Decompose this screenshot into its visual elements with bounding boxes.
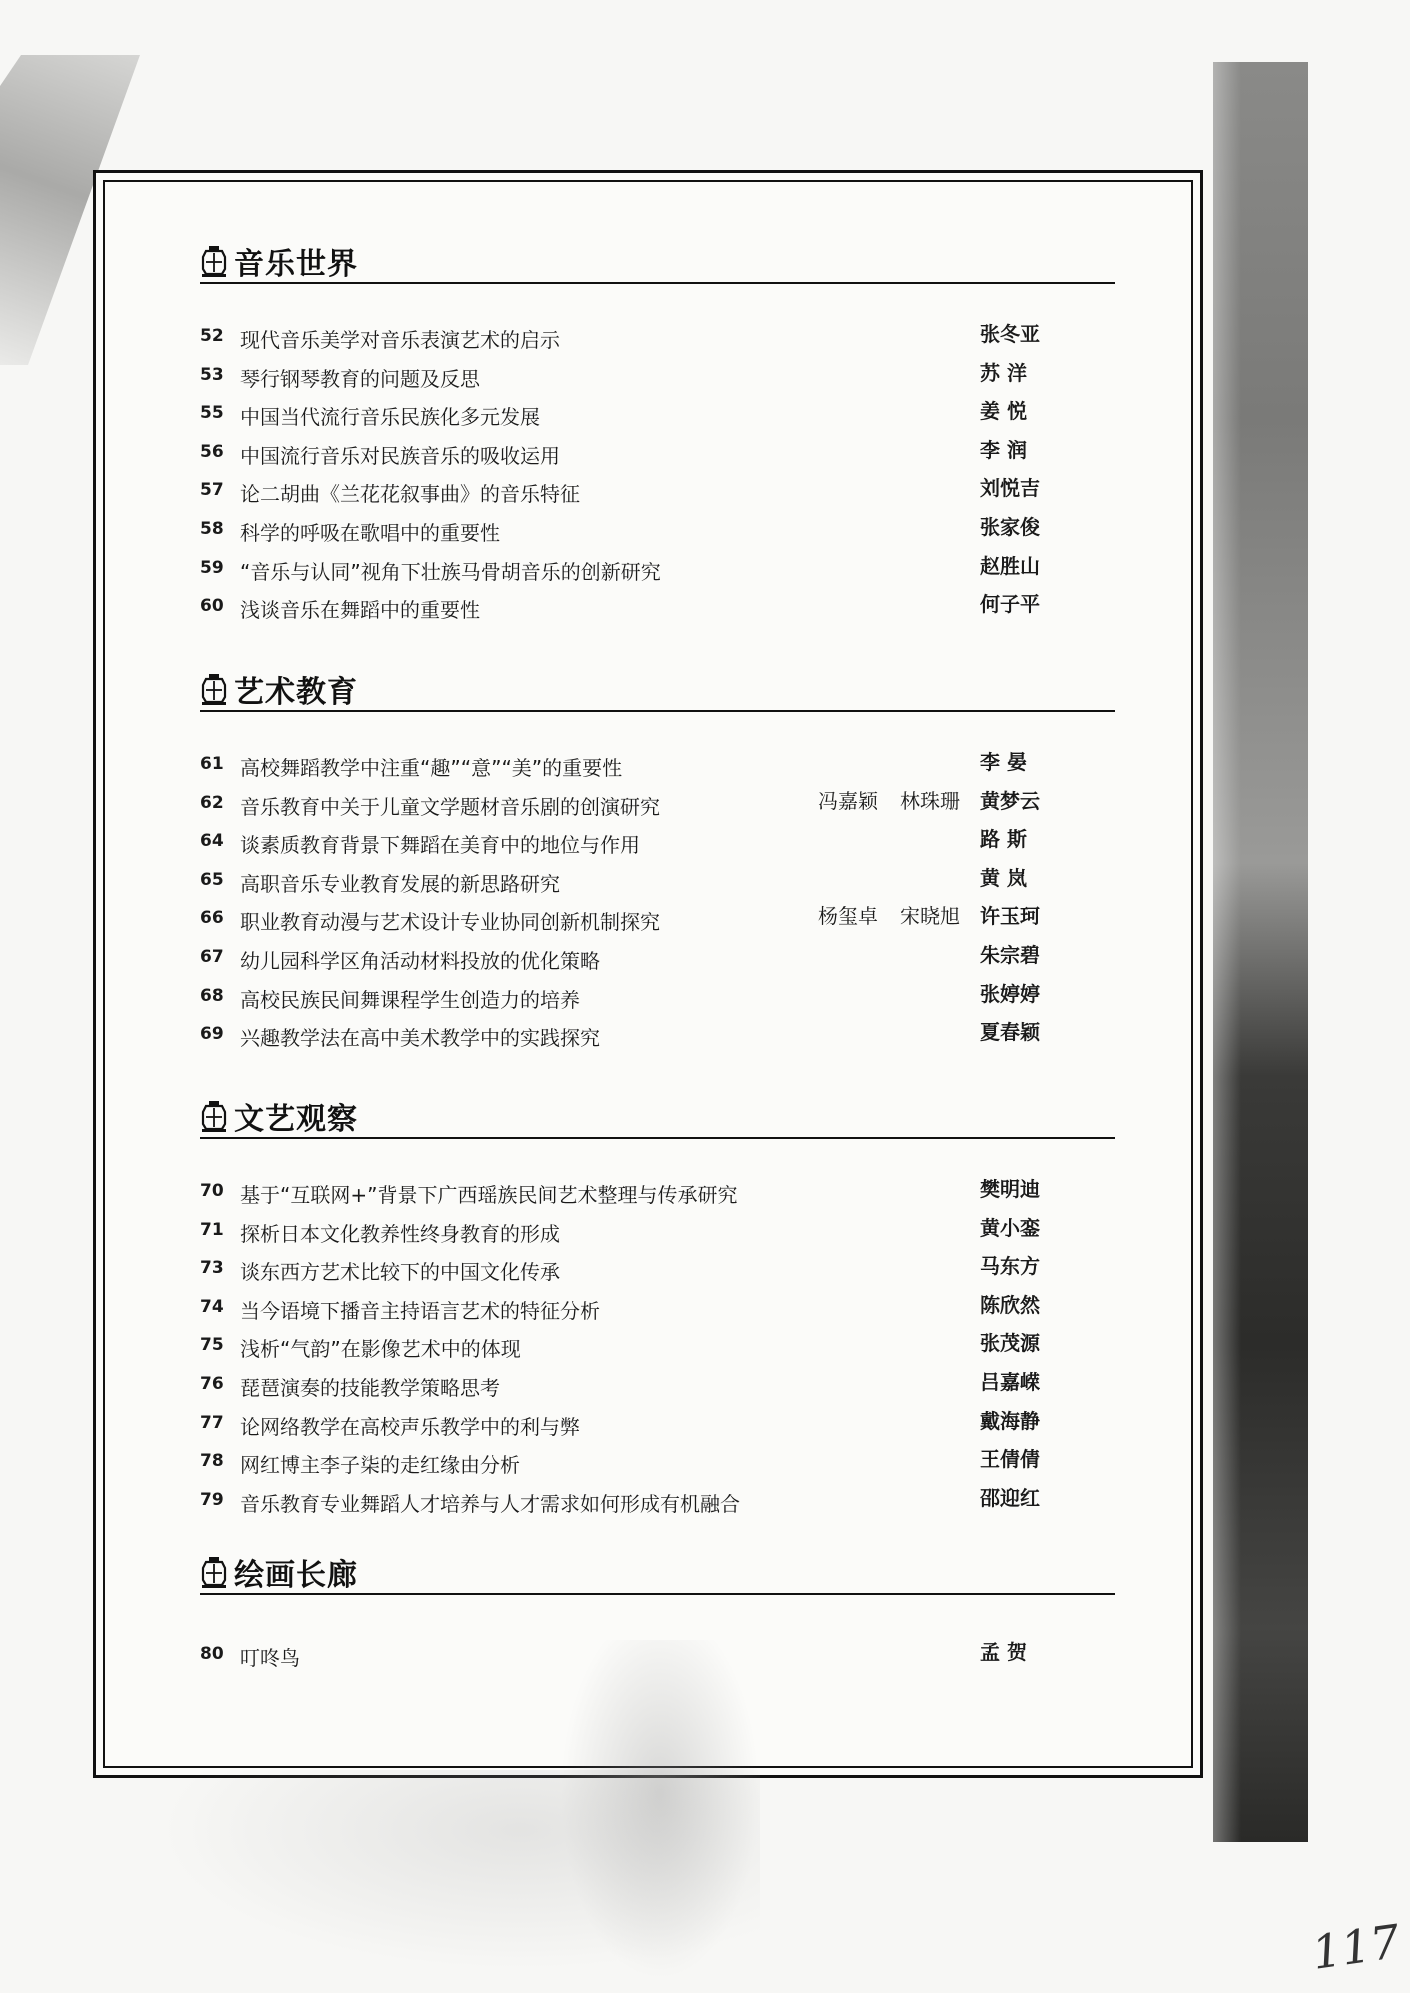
toc-entry[interactable]: [200, 550, 1115, 589]
book-spine-shadow: [1213, 62, 1308, 1842]
toc-entry[interactable]: [200, 511, 1115, 550]
entry-page-number: 60: [200, 596, 224, 617]
lantern-icon: [200, 1556, 228, 1588]
entry-title: 高校舞蹈教学中注重“趣”“意”“美”的重要性: [240, 756, 623, 780]
entry-title: 论二胡曲《兰花花叙事曲》的音乐特征: [240, 482, 580, 507]
entry-author: 夏春颖: [980, 1020, 1040, 1045]
section-rule: [200, 1137, 1115, 1139]
section-rule: [200, 1593, 1115, 1595]
entry-author: 许玉珂: [980, 904, 1040, 929]
entry-page-number: 57: [200, 480, 224, 501]
entry-author: 李 润: [980, 437, 1027, 462]
entry-author: 张婷婷: [980, 981, 1040, 1006]
entry-author: 张家俊: [980, 514, 1040, 539]
toc-entry[interactable]: [200, 1173, 1115, 1212]
entry-page-number: 77: [200, 1412, 224, 1433]
toc-entry[interactable]: [200, 1212, 1115, 1251]
handwritten-page-number: 117: [1308, 1914, 1404, 1980]
section-header: [200, 237, 1115, 283]
toc-entry[interactable]: [200, 1016, 1115, 1055]
section-title: 艺术教育: [234, 675, 358, 710]
lantern-icon: [200, 673, 228, 705]
entry-page-number: 68: [200, 985, 224, 1006]
entry-author: 黄梦云: [980, 788, 1040, 813]
entry-coauthors: [796, 785, 960, 814]
toc-entry[interactable]: [200, 1443, 1115, 1482]
entry-page-number: 74: [200, 1296, 224, 1317]
entry-list: [200, 1173, 1115, 1520]
entry-page-number: 73: [200, 1258, 224, 1279]
entry-coauthor: 杨玺卓: [818, 904, 878, 929]
entry-title: 琵琶演奏的技能教学策略思考: [240, 1375, 500, 1400]
entry-coauthor: 林珠珊: [900, 788, 960, 813]
entry-author: 刘悦吉: [980, 476, 1040, 501]
section-header: [200, 665, 1115, 711]
entry-list: [200, 746, 1115, 1055]
entry-author: 马东方: [980, 1254, 1040, 1279]
entry-title: 琴行钢琴教育的问题及反思: [240, 366, 480, 391]
section-title: 绘画长廊: [234, 1558, 358, 1593]
entry-title: 探析日本文化教养性终身教育的形成: [240, 1221, 560, 1246]
entry-author: 孟 贺: [980, 1640, 1027, 1664]
entry-author: 何子平: [980, 592, 1040, 617]
toc-entry[interactable]: [200, 318, 1115, 357]
entry-list: [200, 1636, 1115, 1675]
entry-title: 论网络教学在高校声乐教学中的利与弊: [240, 1414, 580, 1439]
entry-page-number: 70: [200, 1181, 224, 1201]
entry-page-number: 59: [200, 557, 224, 578]
section-rule: [200, 282, 1115, 284]
entry-author: 姜 悦: [980, 399, 1027, 424]
entry-author: 李 晏: [980, 750, 1027, 774]
entry-page-number: 55: [200, 403, 224, 424]
toc-entry[interactable]: [200, 862, 1115, 901]
entry-author: 苏 洋: [980, 360, 1027, 385]
toc-section: [200, 1092, 1115, 1516]
entry-page-number: 79: [200, 1489, 224, 1510]
entry-title: 谈东西方艺术比较下的中国文化传承: [240, 1260, 560, 1285]
toc-entry[interactable]: [200, 1482, 1115, 1521]
toc-entry[interactable]: [200, 823, 1115, 862]
entry-title: 高校民族民间舞课程学生创造力的培养: [240, 987, 580, 1012]
toc-entry[interactable]: [200, 1636, 1115, 1675]
entry-page-number: 69: [200, 1024, 224, 1045]
toc-entry[interactable]: [200, 1366, 1115, 1405]
lantern-icon: [200, 245, 228, 277]
entry-author: 黄 岚: [980, 865, 1027, 890]
toc-entry[interactable]: [200, 1405, 1115, 1444]
entry-coauthors: [796, 900, 960, 929]
toc-entry[interactable]: [200, 434, 1115, 473]
entry-page-number: 62: [200, 792, 224, 813]
entry-title: 科学的呼吸在歌唱中的重要性: [240, 520, 500, 545]
toc-entry[interactable]: [200, 939, 1115, 978]
entry-page-number: 65: [200, 869, 224, 890]
section-title: 音乐世界: [234, 247, 358, 282]
entry-author: 吕嘉嵘: [980, 1369, 1040, 1394]
entry-title: 高职音乐专业教育发展的新思路研究: [240, 871, 560, 896]
entry-page-number: 61: [200, 754, 224, 774]
toc-entry[interactable]: [200, 1289, 1115, 1328]
toc-entry[interactable]: [200, 588, 1115, 627]
entry-title: “音乐与认同”视角下壮族马骨胡音乐的创新研究: [240, 559, 661, 584]
entry-title: 兴趣教学法在高中美术教学中的实践探究: [240, 1026, 600, 1051]
entry-title: 网红博主李子柒的走红缘由分析: [240, 1453, 520, 1478]
entry-author: 陈欣然: [980, 1292, 1040, 1317]
entry-author: 邵迎红: [980, 1485, 1040, 1510]
toc-entry[interactable]: [200, 978, 1115, 1017]
scan-smudge: [160, 1770, 760, 1970]
entry-title: 职业教育动漫与艺术设计专业协同创新机制探究: [240, 910, 660, 935]
entry-page-number: 52: [200, 326, 224, 346]
entry-author: 樊明迪: [980, 1177, 1040, 1201]
entry-page-number: 58: [200, 518, 224, 539]
entry-title: 叮咚鸟: [240, 1646, 300, 1670]
toc-entry[interactable]: [200, 395, 1115, 434]
toc-entry[interactable]: [200, 1250, 1115, 1289]
entry-author: 黄小銮: [980, 1215, 1040, 1240]
entry-coauthor: 宋晓旭: [900, 904, 960, 929]
entry-author: 张茂源: [980, 1331, 1040, 1356]
entry-author: 王倩倩: [980, 1447, 1040, 1472]
entry-title: 谈素质教育背景下舞蹈在美育中的地位与作用: [240, 833, 640, 858]
entry-title: 浅谈音乐在舞蹈中的重要性: [240, 598, 480, 623]
section-rule: [200, 710, 1115, 712]
entry-coauthor: 冯嘉颖: [818, 788, 878, 813]
toc-section: [200, 237, 1115, 623]
entry-title: 浅析“气韵”在影像艺术中的体现: [240, 1337, 521, 1362]
entry-author: 朱宗碧: [980, 942, 1040, 967]
lantern-icon: [200, 1100, 228, 1132]
entry-author: 赵胜山: [980, 553, 1040, 578]
toc-entry[interactable]: [200, 900, 1115, 939]
toc-section: [200, 1548, 1115, 1670]
entry-page-number: 66: [200, 908, 224, 929]
entry-author: 张冬亚: [980, 322, 1040, 346]
entry-list: [200, 318, 1115, 627]
entry-title: 音乐教育中关于儿童文学题材音乐剧的创演研究: [240, 794, 660, 819]
section-header: [200, 1092, 1115, 1138]
entry-title: 音乐教育专业舞蹈人才培养与人才需求如何形成有机融合: [240, 1491, 740, 1516]
toc-entry[interactable]: [200, 746, 1115, 785]
toc-section: [200, 665, 1115, 1051]
entry-page-number: 56: [200, 441, 224, 462]
entry-author: 路 斯: [980, 827, 1027, 852]
entry-author: 戴海静: [980, 1408, 1040, 1433]
entry-title: 当今语境下播音主持语言艺术的特征分析: [240, 1298, 600, 1323]
entry-page-number: 71: [200, 1219, 224, 1240]
section-header: [200, 1548, 1115, 1594]
section-title: 文艺观察: [234, 1102, 358, 1137]
entry-page-number: 67: [200, 946, 224, 967]
toc-entry[interactable]: [200, 357, 1115, 396]
toc-entry[interactable]: [200, 1327, 1115, 1366]
entry-page-number: 53: [200, 364, 224, 385]
toc-entry[interactable]: [200, 785, 1115, 824]
entry-page-number: 75: [200, 1335, 224, 1356]
entry-page-number: 76: [200, 1373, 224, 1394]
entry-title: 幼儿园科学区角活动材料投放的优化策略: [240, 948, 600, 973]
entry-page-number: 80: [200, 1644, 224, 1664]
entry-page-number: 64: [200, 831, 224, 852]
entry-title: 中国当代流行音乐民族化多元发展: [240, 405, 540, 430]
entry-page-number: 78: [200, 1451, 224, 1472]
toc-entry[interactable]: [200, 472, 1115, 511]
entry-title: 现代音乐美学对音乐表演艺术的启示: [240, 328, 560, 352]
entry-title: 中国流行音乐对民族音乐的吸收运用: [240, 443, 560, 468]
entry-title: 基于“互联网+”背景下广西瑶族民间艺术整理与传承研究: [240, 1183, 738, 1207]
